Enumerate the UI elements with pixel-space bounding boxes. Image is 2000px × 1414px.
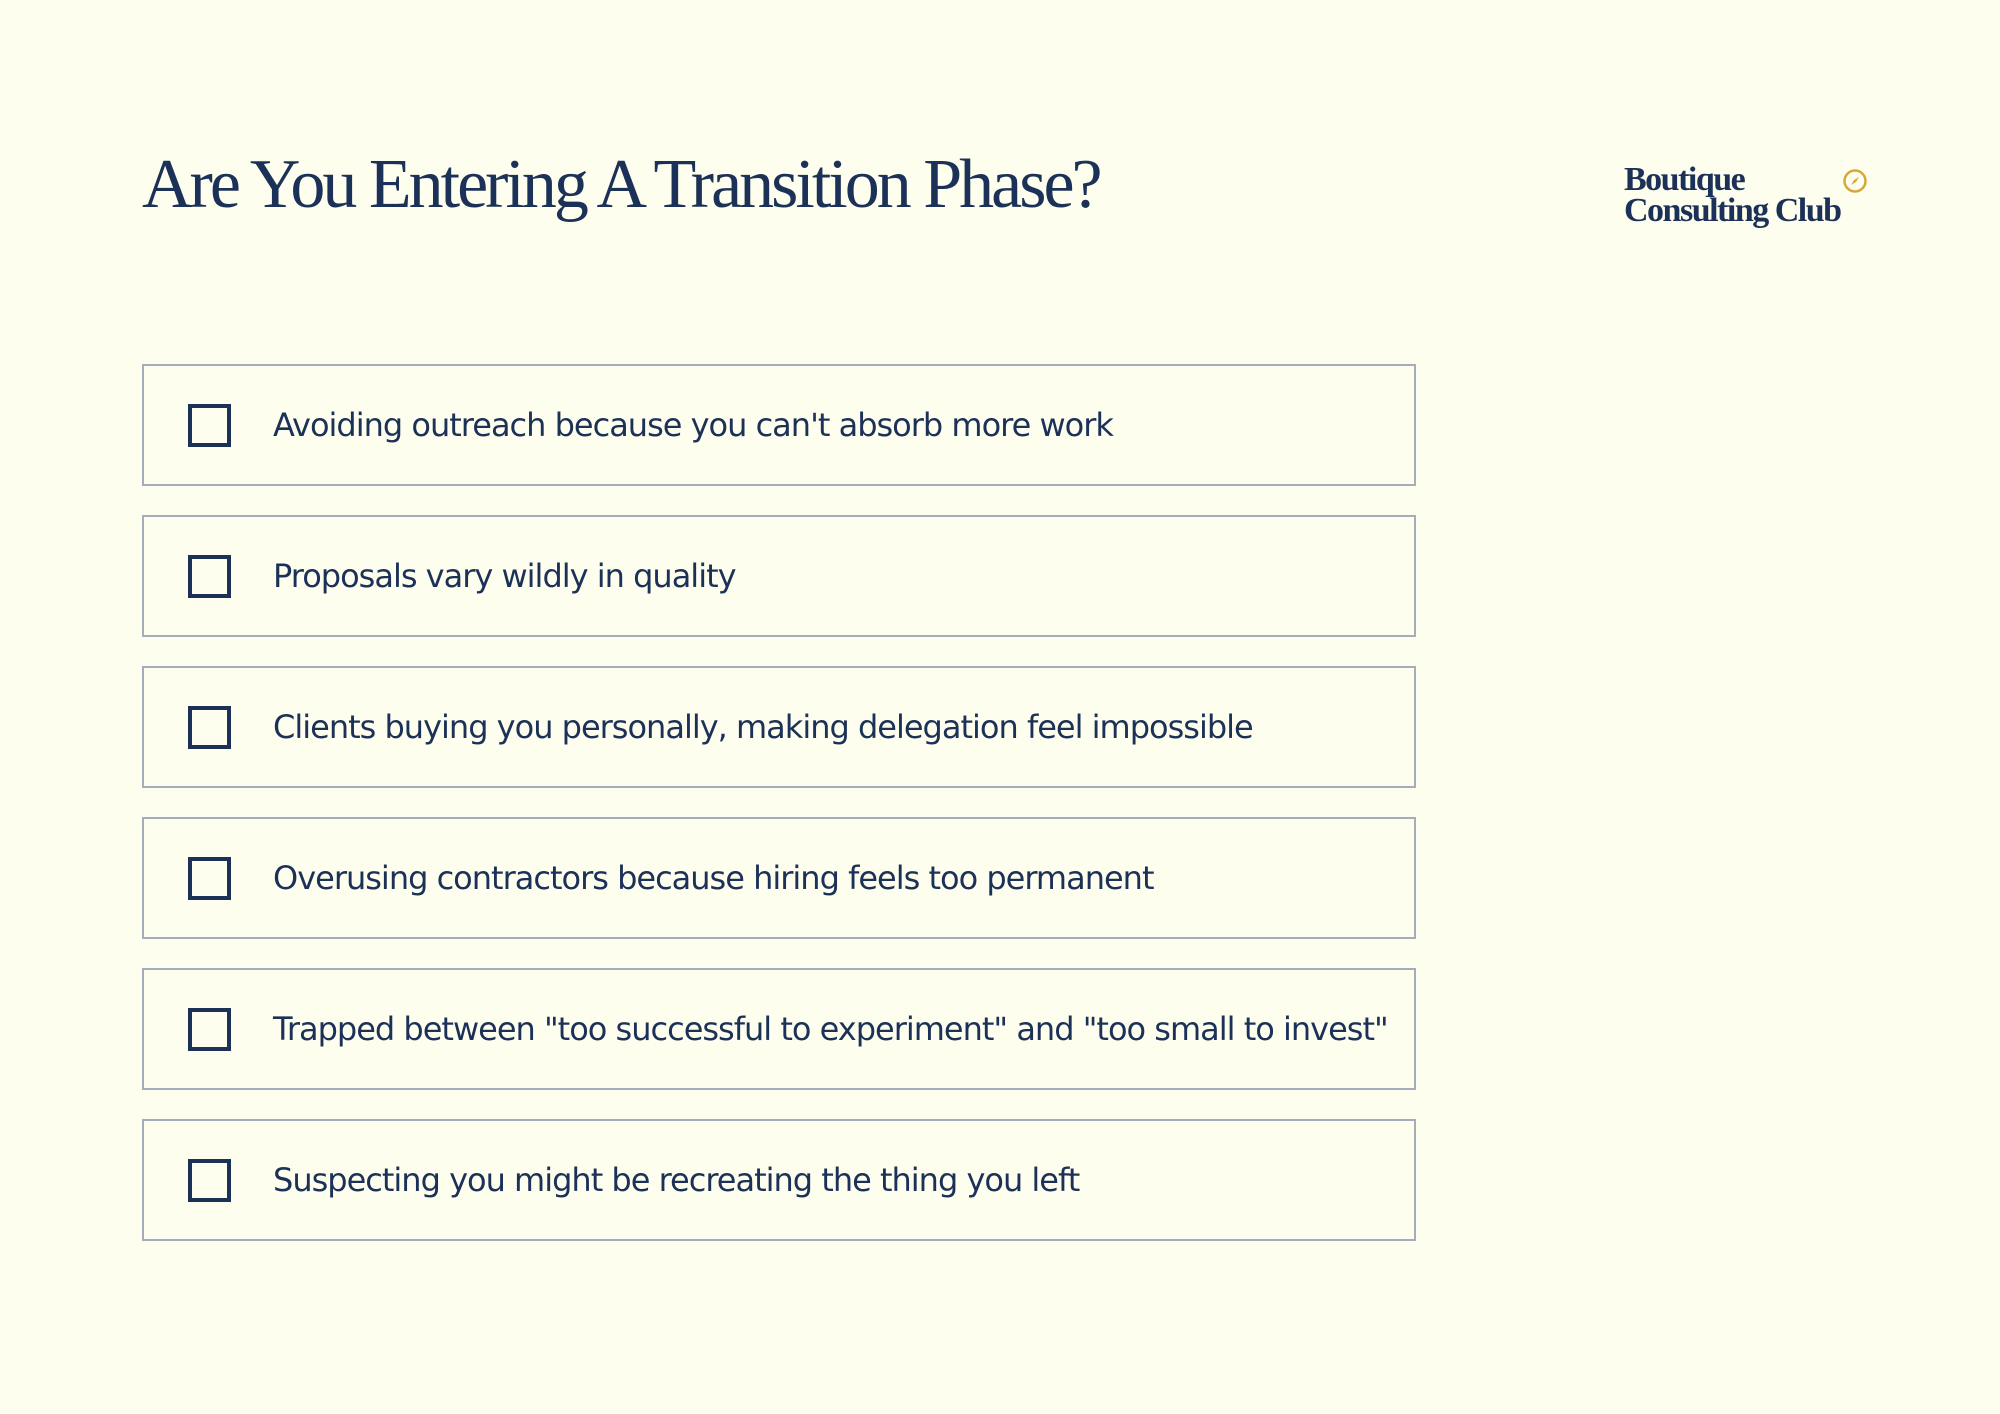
- checklist-item-label: Trapped between "too successful to experiment" and "too small to invest": [273, 1010, 1388, 1048]
- compass-icon: [1842, 168, 1868, 194]
- checklist-item[interactable]: [142, 1119, 1416, 1241]
- checklist-item-label: Clients buying you personally, making delegation feel impossible: [273, 708, 1253, 746]
- transition-checklist: [142, 364, 1416, 1270]
- brand-logo: [1624, 161, 1874, 236]
- checklist-item[interactable]: [142, 364, 1416, 486]
- checkbox[interactable]: [188, 857, 231, 900]
- checkbox[interactable]: [188, 555, 231, 598]
- checklist-item[interactable]: [142, 666, 1416, 788]
- checkbox[interactable]: [188, 1159, 231, 1202]
- checkbox[interactable]: [188, 1008, 231, 1051]
- checkbox[interactable]: [188, 404, 231, 447]
- logo-line-2: Consulting Club: [1624, 192, 1841, 229]
- checkbox[interactable]: [188, 706, 231, 749]
- checklist-item-label: Proposals vary wildly in quality: [273, 557, 736, 595]
- logo-line-1: Boutique: [1624, 161, 1745, 198]
- logo-wordmark: [1624, 161, 1874, 229]
- checklist-item[interactable]: [142, 515, 1416, 637]
- checklist-item-label: Overusing contractors because hiring feels too permanent: [273, 859, 1154, 897]
- checklist-item-label: Suspecting you might be recreating the thing you left: [273, 1161, 1080, 1199]
- checklist-item-label: Avoiding outreach because you can't absorb more work: [273, 406, 1113, 444]
- checklist-item[interactable]: [142, 968, 1416, 1090]
- checklist-item[interactable]: [142, 817, 1416, 939]
- page-title: Are You Entering A Transition Phase?: [142, 146, 1100, 223]
